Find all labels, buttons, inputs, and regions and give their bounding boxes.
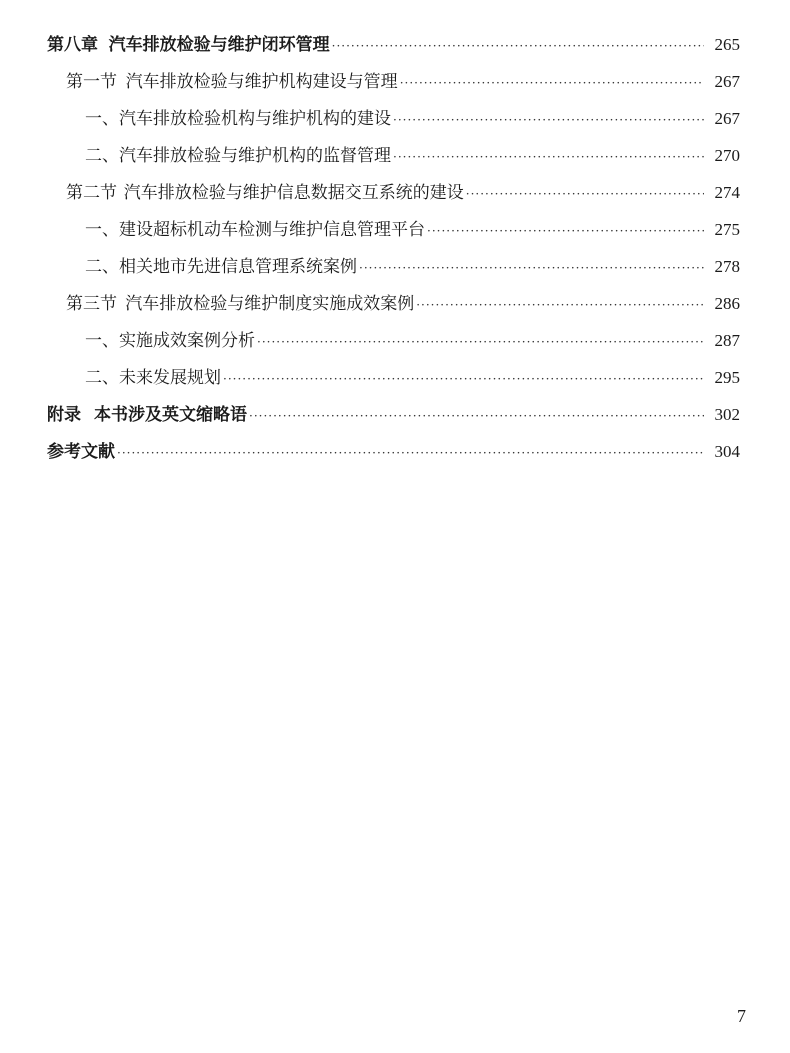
toc-entry	[47, 396, 740, 433]
toc-entry-label: 第三节	[66, 294, 117, 314]
toc-entry	[47, 285, 740, 322]
dot-leader	[332, 28, 704, 65]
toc-entry-page: 287	[714, 331, 740, 350]
toc-entry-label: 第八章	[47, 35, 98, 55]
toc-entry-title: 汽车排放检验与维护信息数据交互系统的建设	[123, 183, 464, 203]
toc-entry	[47, 26, 740, 63]
toc-entry-page: 286	[714, 294, 740, 313]
toc-entry	[47, 137, 740, 174]
dot-leader	[400, 65, 704, 102]
toc-entry-label: 附录	[47, 405, 81, 425]
toc-entry-title: 二、未来发展规划	[85, 368, 221, 388]
dot-leader	[427, 213, 704, 250]
toc-entry-title: 本书涉及英文缩略语	[94, 405, 247, 425]
toc-entry-label: 第一节	[66, 72, 117, 92]
dot-leader	[393, 139, 704, 176]
dot-leader	[466, 176, 704, 213]
toc-entry	[47, 63, 740, 100]
toc-entry-page: 267	[714, 109, 740, 128]
dot-leader	[249, 398, 704, 435]
toc-entry-page: 265	[714, 35, 740, 54]
toc-entry-label: 第二节	[66, 183, 117, 203]
toc-entry-title: 汽车排放检验与维护制度实施成效案例	[125, 294, 415, 314]
toc-entry-title: 一、实施成效案例分析	[85, 331, 255, 351]
dot-leader	[359, 250, 704, 287]
toc-entry-page: 278	[714, 257, 740, 276]
toc-entry-title: 一、建设超标机动车检测与维护信息管理平台	[85, 220, 425, 240]
toc-entry-page: 274	[714, 183, 740, 202]
toc-entry-title: 参考文献	[47, 442, 115, 462]
toc-entry-title: 二、相关地市先进信息管理系统案例	[85, 257, 357, 277]
toc-entry	[47, 359, 740, 396]
dot-leader	[257, 324, 704, 361]
dot-leader	[393, 102, 704, 139]
dot-leader	[117, 435, 704, 472]
toc-entry	[47, 174, 740, 211]
toc-entry-page: 304	[714, 442, 740, 461]
dot-leader	[223, 361, 704, 398]
toc-entry-title: 一、汽车排放检验机构与维护机构的建设	[85, 109, 391, 129]
toc-entry-page: 302	[714, 405, 740, 424]
toc-entry	[47, 433, 740, 470]
toc-entry	[47, 100, 740, 137]
toc-entry-page: 270	[714, 146, 740, 165]
toc-entry-title: 二、汽车排放检验与维护机构的监督管理	[85, 146, 391, 166]
toc-entry	[47, 211, 740, 248]
page-number: 7	[737, 1006, 746, 1026]
toc-entry-page: 275	[714, 220, 740, 239]
toc-entry-page: 295	[714, 368, 740, 387]
toc-entry-title: 汽车排放检验与维护闭环管理	[108, 35, 330, 55]
toc-entry-page: 267	[714, 72, 740, 91]
toc-entry	[47, 322, 740, 359]
toc-entry	[47, 248, 740, 285]
dot-leader	[416, 287, 704, 324]
table-of-contents	[47, 26, 740, 470]
toc-entry-title: 汽车排放检验与维护机构建设与管理	[125, 72, 398, 92]
